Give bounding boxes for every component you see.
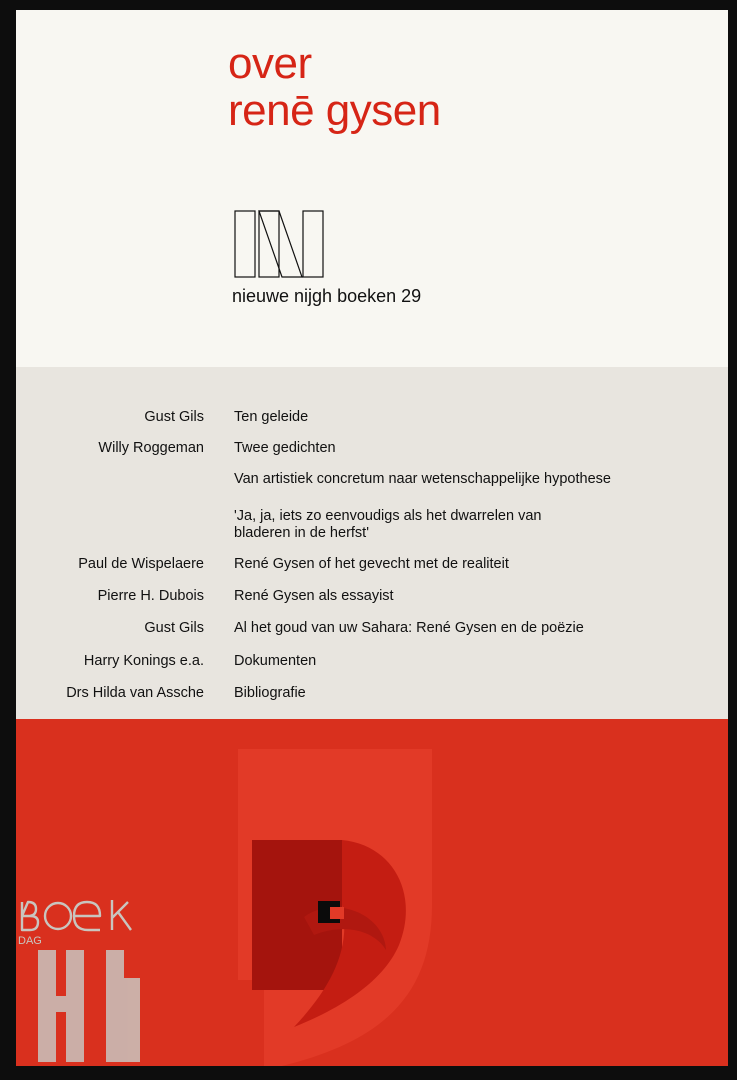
contents-title: René Gysen of het gevecht met de realiteit [234,556,509,572]
series-label: nieuwe nijgh boeken 29 [232,286,422,306]
book-title [228,40,441,134]
contents-title: 'Ja, ja, iets zo eenvoudigs als het dwarrelen van bladeren in de herfst' [234,508,542,541]
book-cover [16,10,728,1066]
nieuwe-nijgh-logo-icon [234,210,324,278]
contents-author: Willy Roggeman [98,440,204,456]
contents-author: Drs Hilda van Assche [66,685,204,701]
boekdag-stamp-icon [16,898,146,1066]
contents-title: René Gysen als essayist [234,588,394,604]
contents-author: Paul de Wispelaere [78,556,204,572]
badge-sub: DAG [18,935,42,947]
contents-title: Al het goud van uw Sahara: René Gysen en de poëzie [234,620,584,636]
title-line-2: renē gysen [228,86,441,135]
contents-title: Twee gedichten [234,440,336,456]
contents-title: Dokumenten [234,653,317,669]
contents-band [16,367,728,719]
contents-author: Gust Gils [144,409,204,425]
abstract-emblem-icon [234,745,434,1066]
contents-title: Bibliografie [234,685,306,701]
contents-author: Gust Gils [144,620,204,636]
contents-author: Harry Konings e.a. [83,653,204,669]
contents-author: Pierre H. Dubois [97,588,204,604]
contents-title: Ten geleide [234,409,309,425]
contents-title: Van artistiek concretum naar wetenschappelijke hypothese [234,471,611,487]
title-line-1: over [228,39,312,88]
